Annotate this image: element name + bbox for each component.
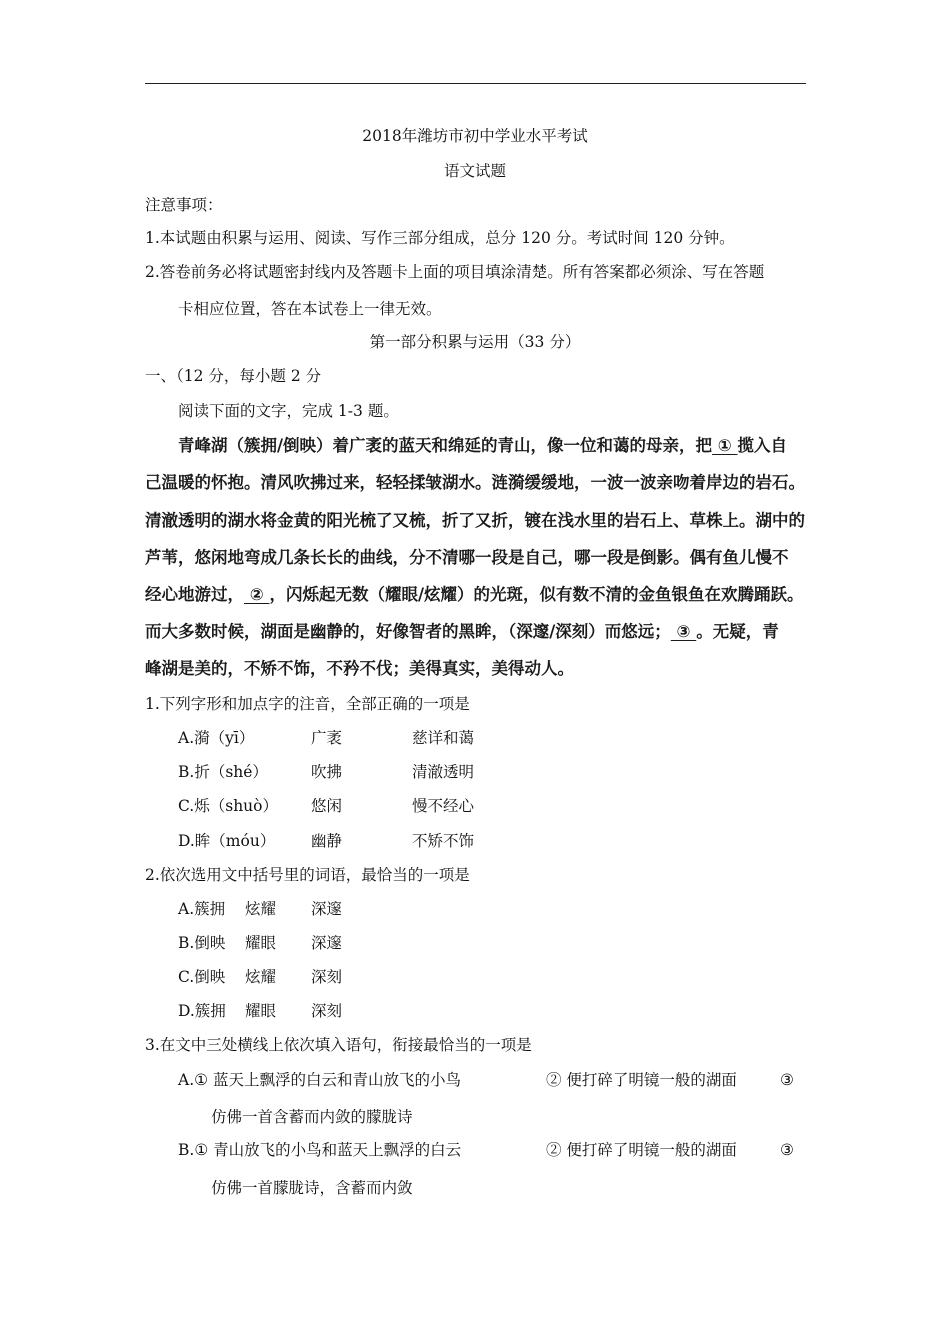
notes-label: 注意事项： [145,196,223,214]
exam-title: 2018年潍坊市初中学业水平考试 [362,127,588,145]
passage-line-5: 经心地游过， ② ，闪烁起无数（耀眼/炫耀）的光斑，似有数不清的金鱼银鱼在欢腾踊跃。 [145,585,804,604]
passage-line-6: 而大多数时候，湖面是幽静的，好像智者的黑眸，（深邃/深刻）而悠远； ③ 。无疑，青 [145,622,779,641]
q2-stem: 2.依次选用文中括号里的词语，最恰当的一项是 [145,866,470,884]
passage-line-2: 己温暖的怀抱。清风吹拂过来，轻轻揉皱湖水。涟漪缓缓地，一波一波亲吻着岸边的岩石。 [145,473,805,492]
q3-stem: 3.在文中三处横线上依次填入语句，衔接最恰当的一项是 [145,1036,532,1054]
notes-item-1: 1.本试题由积累与运用、阅读、写作三部分组成，总分 120 分。考试时间 120 分钟。 [145,229,735,247]
q1-stem: 1.下列字形和加点字的注音，全部正确的一项是 [145,695,470,713]
blank-1: ① [712,436,738,455]
notes-item-2-line-2: 卡相应位置，答在本试卷上一律无效。 [178,300,442,318]
blank-2: ② [244,585,270,604]
exam-page: 2018年潍坊市初中学业水平考试 语文试题 注意事项： 1.本试题由积累与运用、阅读、写作三部分组成，总分 120 分。考试时间 120 分钟。 2.答卷前务必将试题密封线内及答题卡上面的项目填涂清楚。所有答案都必须涂、写在答题 卡相应位置，答在本试卷上一律无效。 第一部分积累与运用（33 分） 一、（12 分，每小题 2 分 阅读下面的文字，完成 1-3 题。 青峰湖（簇拥/倒映）着广袤的蓝天和绵延的青山，像一位和蔼的母亲，把 ① 揽入自 己温暖的怀抱。清风吹拂过来，轻轻揉皱湖水。涟漪缓缓地，一波一波亲吻着岸边的岩石。 清澈透明的湖水将金黄的阳光梳了又梳，折了又折，镀在浅水里的岩石上、草株上。湖中的 芦苇，悠闲地弯成几条长长的曲线，分不清哪一段是自己，哪一段是倒影。偶有鱼儿慢不 经心地游过， ② ，闪烁起无数（耀眼/炫耀）的光斑，似有数不清的金鱼银鱼在欢腾踊跃。 而大多数时候，湖面是幽静的，好像智者的黑眸，（深邃/深刻）而悠远； ③ 。无疑，青 峰湖是美的，不矫不饰，不矜不伐；美得真实，美得动人。 1.下列字形和加点字的注音，全部正确的一项是 A.漪（yī） 广袤 慈详和蔼 B.折（shé） 吹拂 清澈透明 C.烁（shuò） 悠闲 慢不经心 D.眸（móu） 幽静 不矫不饰 2.依次选用文中括号里的词语，最恰当的一项是 A.簇拥 炫耀 深邃 B.倒映 耀眼 深邃 C.倒映 炫耀 深刻 D.簇拥 耀眼 深刻 3.在文中三处横线上依次填入语句，衔接最恰当的一项是 A.① 蓝天上飘浮的白云和青山放飞的小鸟 ② 便打碎了明镜一般的湖面 ③ 仿佛一首含蓄而内敛的朦胧诗 B.① 青山放飞的小鸟和蓝天上飘浮的白云 ② 便打碎了明镜一般的湖面 ③ 仿佛一首朦胧诗，含蓄而内敛 [0,0,950,1344]
header-rule [145,83,806,84]
exam-subtitle: 语文试题 [443,162,506,180]
part1-heading: 第一部分积累与运用（33 分） [369,333,581,351]
notes-item-2-line-1: 2.答卷前务必将试题密封线内及答题卡上面的项目填涂清楚。所有答案都必须涂、写在答题 [145,263,765,281]
blank-3: ③ [670,622,697,641]
passage-line-7: 峰湖是美的，不矫不饰，不矜不伐；美得真实，美得动人。 [145,659,574,678]
passage-line-1: 青峰湖（簇拥/倒映）着广袤的蓝天和绵延的青山，像一位和蔼的母亲，把 ① 揽入自 [178,436,787,455]
passage-line-4: 芦苇，悠闲地弯成几条长长的曲线，分不清哪一段是自己，哪一段是倒影。偶有鱼儿慢不 [145,548,789,567]
reading-instruction: 阅读下面的文字，完成 1-3 题。 [178,402,399,420]
section-heading: 一、（12 分，每小题 2 分 [145,367,322,385]
passage-line-3: 清澈透明的湖水将金黄的阳光梳了又梳，折了又折，镀在浅水里的岩石上、草株上。湖中的 [145,511,805,530]
